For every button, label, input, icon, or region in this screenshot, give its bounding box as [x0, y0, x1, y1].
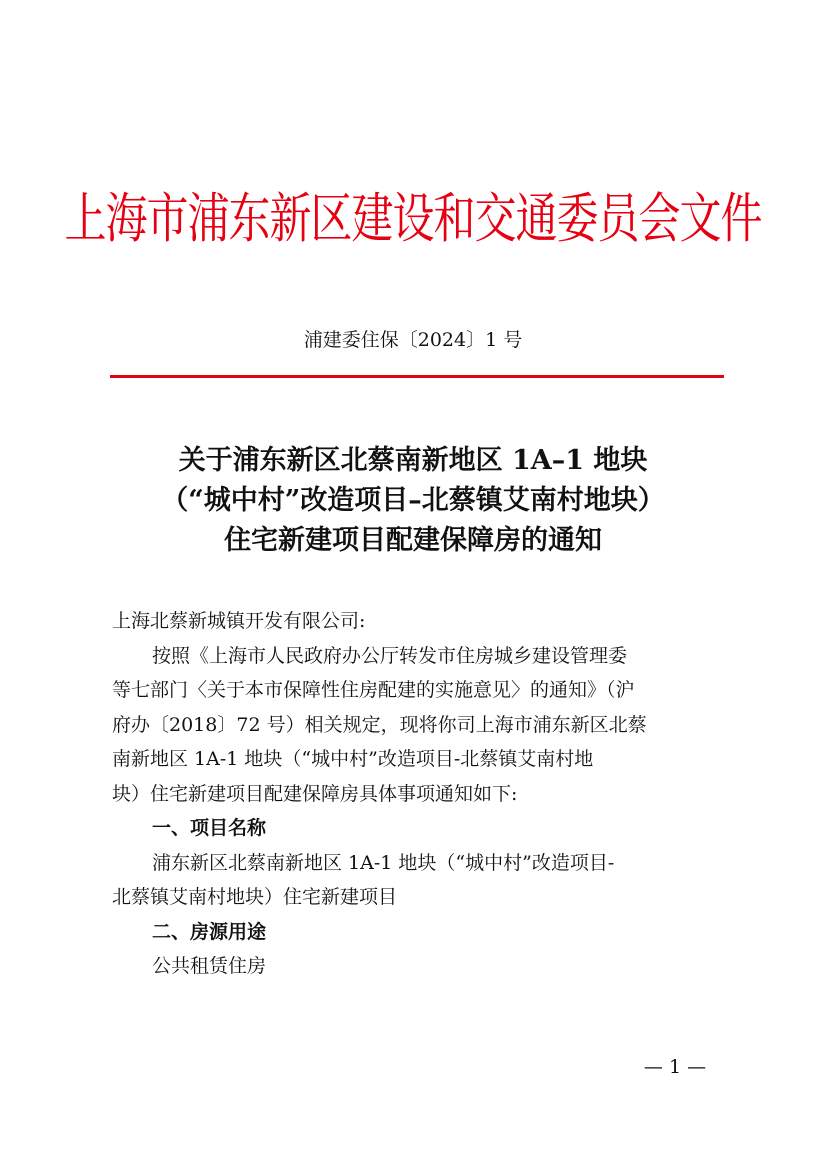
- addressee: 上海北蔡新城镇开发有限公司:: [112, 610, 366, 632]
- notice-title-line-3: 住宅新建项目配建保障房的通知: [224, 525, 602, 556]
- project-name-line-1: 浦东新区北蔡南新地区 1A-1 地块（“城中村”改造项目-: [152, 851, 615, 874]
- intro-line-4: 南新地区 1A-1 地块（“城中村”改造项目-北蔡镇艾南村地: [112, 748, 594, 770]
- project-name-line-2: 北蔡镇艾南村地块）住宅新建项目: [112, 886, 398, 908]
- notice-title: [0, 441, 826, 561]
- intro-line-5: 块）住宅新建项目配建保障房具体事项通知如下:: [112, 782, 518, 805]
- section-heading-housing-use: 二、房源用途: [152, 920, 267, 943]
- red-divider-line: [110, 375, 724, 378]
- document-number: 浦建委住保〔2024〕1 号: [303, 329, 523, 351]
- housing-use-text: 公共租赁住房: [152, 955, 267, 977]
- section-heading-project-name: 一、项目名称: [152, 817, 267, 839]
- notice-title-line-2: （“城中村”改造项目–北蔡镇艾南村地块）: [161, 485, 665, 516]
- intro-line-2: 等七部门〈关于本市保障性住房配建的实施意见〉的通知》（沪: [112, 679, 635, 701]
- intro-line-3: 府办〔2018〕72 号）相关规定，现将你司上海市浦东新区北蔡: [112, 713, 647, 736]
- intro-line-1: 按照《上海市人民政府办公厅转发市住房城乡建设管理委: [152, 644, 628, 667]
- issuer-title: 上海市浦东新区建设和交通委员会文件: [64, 187, 762, 250]
- notice-title-line-1: 关于浦东新区北蔡南新地区 1A–1 地块: [178, 445, 648, 476]
- document-body: [112, 604, 716, 984]
- page-number: — 1 —: [643, 1056, 707, 1078]
